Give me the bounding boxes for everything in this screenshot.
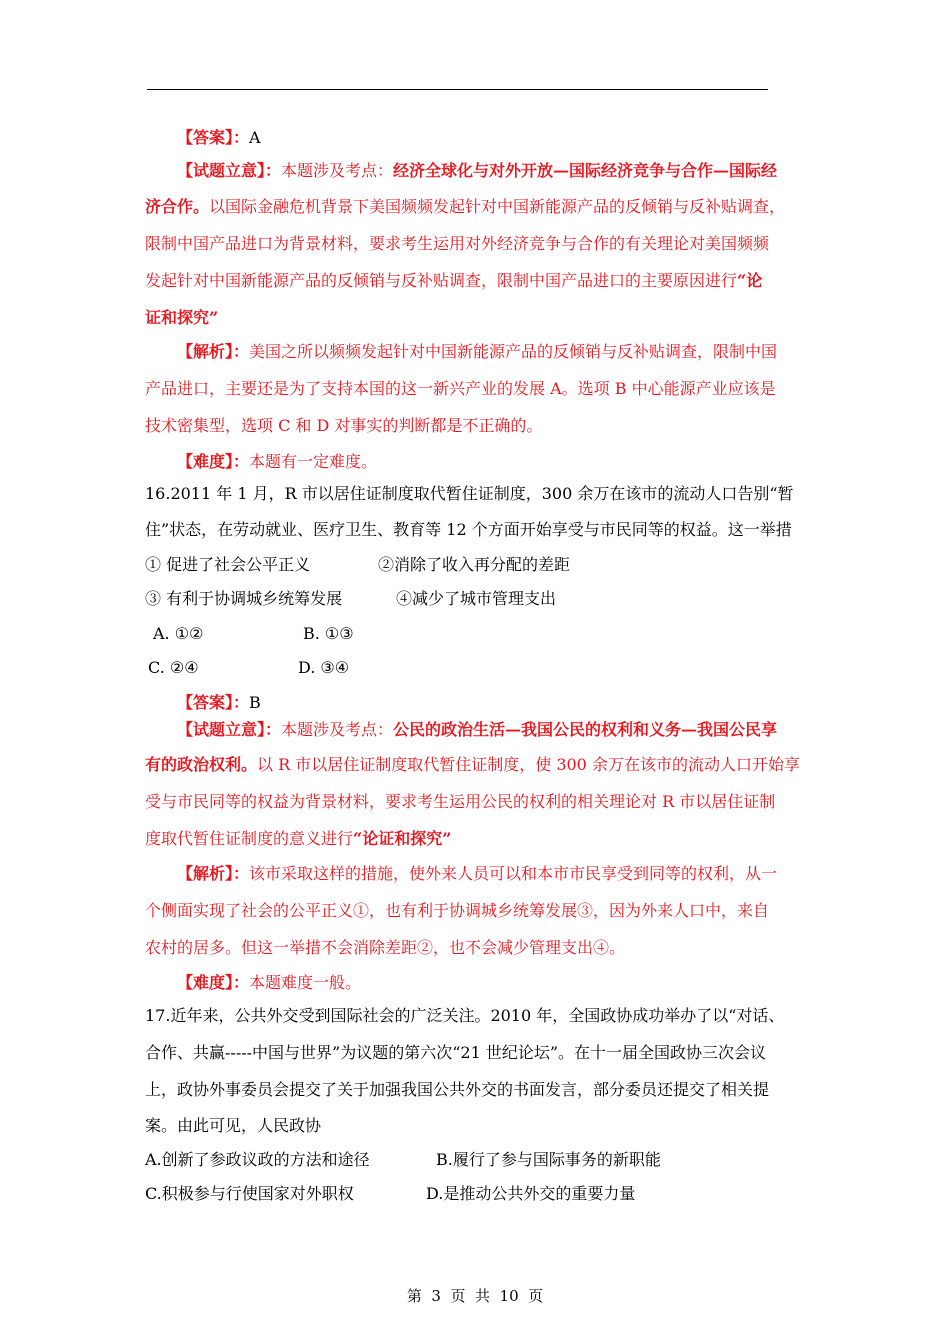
analysis-tag: 【解析】 xyxy=(177,342,234,361)
q16-answer-line: 【答案】：B xyxy=(177,693,261,712)
q17-stem-line-1: 17.近年来，公共外交受到国际社会的广泛关注。2010 年，全国政协成功举办了以“对话、 xyxy=(145,1006,785,1025)
q15-answer-line: 【答案】：A xyxy=(177,128,261,147)
q17-choice-a: A.创新了参政议政的方法和途径 xyxy=(145,1150,370,1169)
q17-choice-d: D.是推动公共外交的重要力量 xyxy=(426,1184,636,1203)
q16-intent-line-2: 有的政治权利。以 R 市以居住证制度取代暂住证制度，使 300 余万在该市的流动人口开始享 xyxy=(145,755,800,774)
q15-intent-line-3: 限制中国产品进口为背景材料，要求考生运用对外经济竞争与合作的有关理论对美国频频 xyxy=(145,234,770,253)
q15-intent-line-1: 【试题立意】：本题涉及考点：经济全球化与对外开放—国际经济竞争与合作—国际经 xyxy=(177,161,778,180)
q16-analysis-line-3: 农村的居多。但这一举措不会消除差距②，也不会减少管理支出④。 xyxy=(145,938,626,957)
answer-tag: 【答案】 xyxy=(177,128,234,147)
intent-tag: 【试题立意】 xyxy=(177,161,266,180)
q16-difficulty-line: 【难度】：本题难度一般。 xyxy=(177,973,362,992)
q15-intent-line-4: 发起针对中国新能源产品的反倾销与反补贴调查，限制中国产品进口的主要原因进行“论 xyxy=(145,271,763,290)
q16-intent-line-3: 受与市民同等的权益为背景材料，要求考生运用公民的权利的相关理论对 R 市以居住证制 xyxy=(145,792,776,811)
q16-choice-c: C. ②④ xyxy=(148,658,199,677)
answer-tag: 【答案】 xyxy=(177,693,234,712)
q16-choice-d: D. ③④ xyxy=(298,658,350,677)
q17-stem-line-4: 案。由此可见，人民政协 xyxy=(145,1116,322,1135)
answer-value: B xyxy=(249,693,261,712)
q15-analysis-line-2: 产品进口，主要还是为了支持本国的这一新兴产业的发展 A。选项 B 中心能源产业应该是 xyxy=(145,379,776,398)
q16-option-1: ① 促进了社会公平正义 xyxy=(145,555,311,574)
q15-analysis-line-1: 【解析】：美国之所以频频发起针对中国新能源产品的反倾销与反补贴调查，限制中国 xyxy=(177,342,778,361)
q16-stem-line-2: 住”状态，在劳动就业、医疗卫生、教育等 12 个方面开始享受与市民同等的权益。这一举措 xyxy=(145,520,792,539)
q16-analysis-line-1: 【解析】：该市采取这样的措施，使外来人员可以和本市市民享受到同等的权利，从一 xyxy=(177,864,778,883)
q15-intent-line-2: 济合作。以国际金融危机背景下美国频频发起针对中国新能源产品的反倾销与反补贴调查， xyxy=(145,197,786,216)
answer-value: A xyxy=(249,128,261,147)
difficulty-tag: 【难度】 xyxy=(177,452,234,471)
q17-choice-c: C.积极参与行使国家对外职权 xyxy=(145,1184,354,1203)
difficulty-tag: 【难度】 xyxy=(177,973,234,992)
q16-intent-line-1: 【试题立意】：本题涉及考点：公民的政治生活—我国公民的权利和义务—我国公民享 xyxy=(177,720,778,739)
q17-stem-line-3: 上，政协外事委员会提交了关于加强我国公共外交的书面发言，部分委员还提交了相关提 xyxy=(145,1080,770,1099)
q16-option-2: ②消除了收入再分配的差距 xyxy=(378,555,571,574)
header-rule xyxy=(147,89,768,90)
q16-intent-line-4: 度取代暂住证制度的意义进行“论证和探究” xyxy=(145,829,452,848)
intent-tag: 【试题立意】 xyxy=(177,720,266,739)
analysis-tag: 【解析】 xyxy=(177,864,234,883)
q15-difficulty-line: 【难度】：本题有一定难度。 xyxy=(177,452,378,471)
intent-topic: 公民的政治生活—我国公民的权利和义务—我国公民享 xyxy=(393,720,778,739)
q15-intent-line-5: 证和探究” xyxy=(145,308,219,327)
q16-option-4: ④减少了城市管理支出 xyxy=(396,589,557,608)
q16-choice-b: B. ①③ xyxy=(303,624,354,643)
intent-topic: 经济全球化与对外开放—国际经济竞争与合作—国际经 xyxy=(393,161,778,180)
q16-stem-line-1: 16.2011 年 1 月，R 市以居住证制度取代暂住证制度，300 余万在该市的流动人口告别“暂 xyxy=(145,484,794,503)
q17-stem-line-2: 合作、共赢-----中国与世界”为议题的第六次“21 世纪论坛”。在十一届全国政协三次会议 xyxy=(145,1043,767,1062)
q16-choice-a: A. ①② xyxy=(153,624,204,643)
q16-analysis-line-2: 个侧面实现了社会的公平正义①，也有利于协调城乡统筹发展③，因为外来人口中，来自 xyxy=(145,901,770,920)
q15-analysis-line-3: 技术密集型，选项 C 和 D 对事实的判断都是不正确的。 xyxy=(145,416,543,435)
q16-option-3: ③ 有利于协调城乡统筹发展 xyxy=(145,589,343,608)
q17-choice-b: B.履行了参与国际事务的新职能 xyxy=(436,1150,661,1169)
page-number-footer: 第 3 页 共 10 页 xyxy=(406,1287,544,1305)
